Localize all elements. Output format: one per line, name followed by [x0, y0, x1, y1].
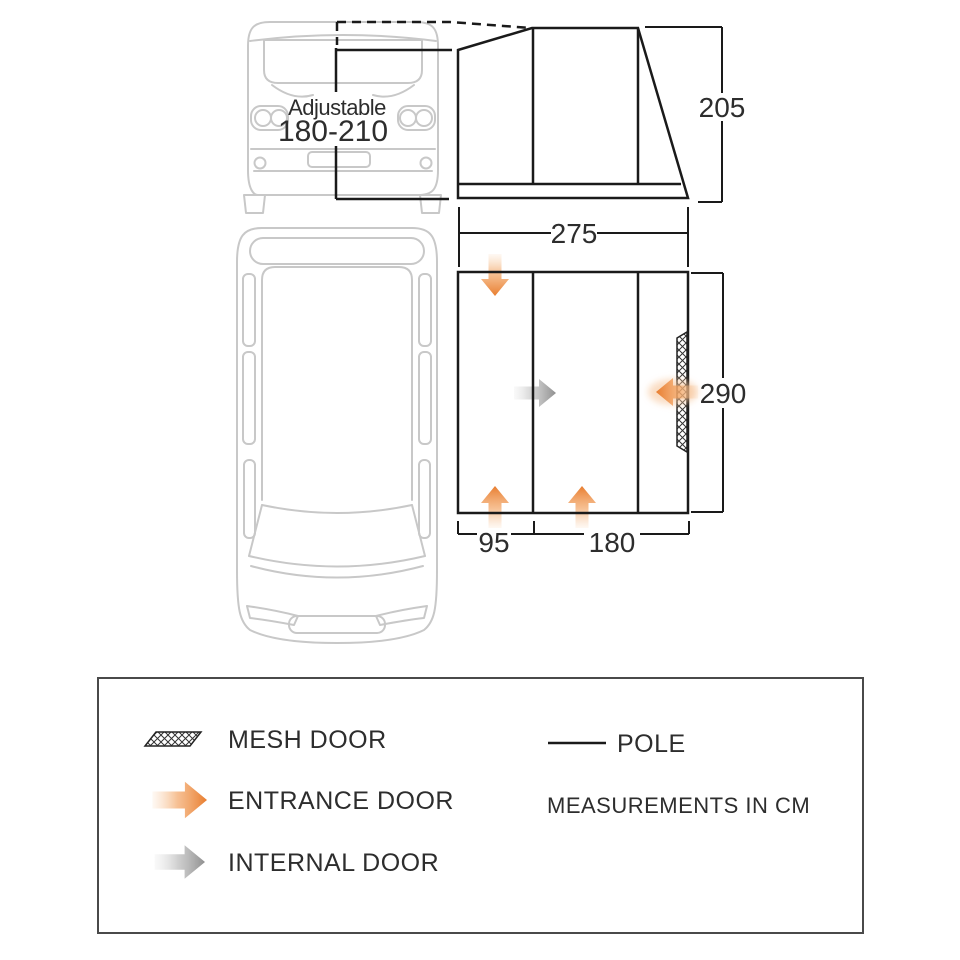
- vehicle-height-range-label: 180-210: [277, 115, 389, 148]
- units-note: MEASUREMENTS IN CM: [547, 793, 811, 818]
- dimension-bottom-widths: [458, 521, 689, 558]
- van-top-view: [237, 228, 437, 643]
- awning-side-view: [458, 28, 688, 198]
- van-front-wheel-right: [420, 195, 441, 213]
- vehicle-height-note-label: Adjustable: [288, 95, 386, 120]
- internal-door-label: INTERNAL DOOR: [228, 849, 440, 877]
- mesh-door-label: MESH DOOR: [228, 726, 387, 754]
- mesh-door-swatch-icon: [145, 732, 201, 746]
- entrance-middle-width-value: 180: [588, 527, 636, 558]
- awning-width-value: 275: [550, 218, 598, 249]
- van-front-wheel-left: [244, 195, 265, 213]
- entrance-left-width-value: 95: [478, 527, 510, 558]
- awning-side-poles: [458, 29, 681, 184]
- entrance-door-label: ENTRANCE DOOR: [228, 787, 454, 815]
- dimension-awning-height: [645, 27, 745, 202]
- awning-height-value: 205: [698, 92, 746, 123]
- floor-plan: [458, 254, 698, 528]
- dimension-awning-depth: [691, 273, 746, 512]
- legend: [98, 678, 863, 933]
- pole-label: POLE: [617, 730, 686, 758]
- awning-depth-value: 290: [699, 378, 747, 409]
